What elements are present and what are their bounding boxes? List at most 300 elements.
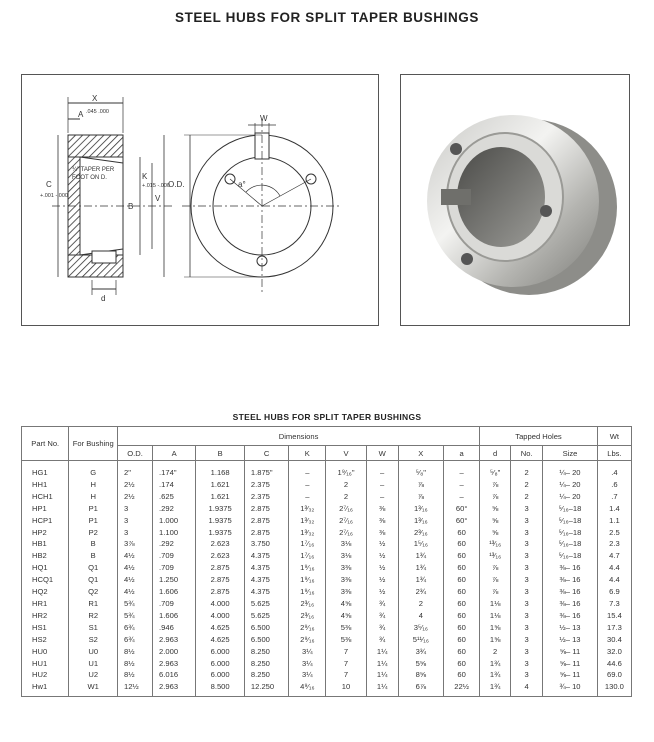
cell-c: 6.500 bbox=[244, 634, 288, 646]
cell-part-no: HR2 bbox=[22, 610, 69, 622]
cell-od: 5¾ bbox=[117, 610, 152, 622]
cell-weight: 44.6 bbox=[597, 658, 631, 670]
taper-note-2: FOOT ON D. bbox=[72, 175, 107, 181]
cell-a: .174 bbox=[153, 479, 196, 491]
cell-weight: 69.0 bbox=[597, 669, 631, 681]
dim-w-label: W bbox=[260, 114, 268, 123]
cell-bushing: H bbox=[69, 479, 118, 491]
cell-k: 1⁷⁄₁₆ bbox=[289, 538, 326, 550]
cell-angle: 60 bbox=[444, 574, 480, 586]
cell-hole-count: 3 bbox=[511, 538, 543, 550]
cell-weight: 1.1 bbox=[597, 515, 631, 527]
cell-od: 2½ bbox=[117, 479, 152, 491]
cell-b: 1.621 bbox=[196, 479, 245, 491]
header-d: d bbox=[480, 446, 511, 461]
cell-d: 1¾ bbox=[480, 669, 511, 681]
cell-weight: 6.9 bbox=[597, 586, 631, 598]
dim-x-label: X bbox=[92, 94, 98, 103]
cell-w: ¾ bbox=[366, 610, 398, 622]
dim-v-label: V bbox=[155, 194, 161, 203]
cell-d: 1⅝ bbox=[480, 622, 511, 634]
cell-part-no: HP2 bbox=[22, 527, 69, 539]
cell-x: 5⅝ bbox=[398, 658, 443, 670]
cell-d: ¹³⁄₁₆ bbox=[480, 538, 511, 550]
cell-d: ¹³⁄₁₆ bbox=[480, 550, 511, 562]
cell-od: 3⅞ bbox=[117, 538, 152, 550]
cell-d: 2 bbox=[480, 646, 511, 658]
cell-x: 1³⁄₁₆ bbox=[398, 515, 443, 527]
cell-b: 8.500 bbox=[196, 681, 245, 696]
cell-bushing: P2 bbox=[69, 527, 118, 539]
cell-thread-size: ⁵⁄₁₆–18 bbox=[543, 503, 598, 515]
table-row bbox=[22, 634, 632, 646]
cell-part-no: HH1 bbox=[22, 479, 69, 491]
dim-od-label: O.D. bbox=[168, 180, 185, 189]
cell-a: .292 bbox=[153, 538, 196, 550]
cell-a: 1.000 bbox=[153, 515, 196, 527]
table-row bbox=[22, 586, 632, 598]
cell-x: 1⁵⁄₁₆ bbox=[398, 538, 443, 550]
table-row bbox=[22, 527, 632, 539]
cell-bushing: Q2 bbox=[69, 586, 118, 598]
cell-angle: 60 bbox=[444, 622, 480, 634]
cell-bushing: B bbox=[69, 538, 118, 550]
cell-b: 1.168 bbox=[196, 461, 245, 479]
cell-angle: 60 bbox=[444, 538, 480, 550]
cell-v: 5⅜ bbox=[326, 634, 366, 646]
cell-a: .709 bbox=[153, 550, 196, 562]
cell-hole-count: 3 bbox=[511, 586, 543, 598]
cell-c: 4.375 bbox=[244, 574, 288, 586]
cell-od: 3 bbox=[117, 527, 152, 539]
cell-w: 1¼ bbox=[366, 681, 398, 696]
cell-x: 6⅞ bbox=[398, 681, 443, 696]
cell-hole-count: 3 bbox=[511, 646, 543, 658]
cell-v: 2 bbox=[326, 479, 366, 491]
cell-k: 4⁹⁄₁₆ bbox=[289, 681, 326, 696]
dim-k-label: K bbox=[142, 172, 148, 181]
cell-od: 4½ bbox=[117, 574, 152, 586]
cell-angle: 60 bbox=[444, 658, 480, 670]
cell-weight: 4.4 bbox=[597, 574, 631, 586]
cell-d: ⅝ bbox=[480, 503, 511, 515]
table-row bbox=[22, 574, 632, 586]
cell-v: 7 bbox=[326, 646, 366, 658]
cell-k: 1³⁄₃₂ bbox=[289, 527, 326, 539]
table-row bbox=[22, 550, 632, 562]
header-wt: Wt bbox=[597, 427, 631, 446]
cell-thread-size: ⅝– 11 bbox=[543, 658, 598, 670]
cell-c: 8.250 bbox=[244, 669, 288, 681]
section-view bbox=[52, 97, 172, 295]
cell-w: – bbox=[366, 461, 398, 479]
cell-hole-count: 3 bbox=[511, 515, 543, 527]
cell-v: 7 bbox=[326, 669, 366, 681]
dim-c-tolerance: +.001 -.000 bbox=[40, 193, 68, 199]
cell-weight: 4.4 bbox=[597, 562, 631, 574]
cell-b: 6.000 bbox=[196, 658, 245, 670]
cell-w: ⅜ bbox=[366, 503, 398, 515]
cell-a: .174" bbox=[153, 461, 196, 479]
cell-part-no: HS2 bbox=[22, 634, 69, 646]
cell-thread-size: ¼– 20 bbox=[543, 491, 598, 503]
cell-a: 2.000 bbox=[153, 646, 196, 658]
cell-thread-size: ⁵⁄₁₆–18 bbox=[543, 515, 598, 527]
cell-k: 2³⁄₁₆ bbox=[289, 598, 326, 610]
cell-c: 8.250 bbox=[244, 658, 288, 670]
header-b: B bbox=[196, 446, 245, 461]
cell-v: 3⅛ bbox=[326, 538, 366, 550]
header-x: X bbox=[398, 446, 443, 461]
cell-thread-size: ⁵⁄₁₆–18 bbox=[543, 538, 598, 550]
cell-x: 3⁵⁄₁₆ bbox=[398, 622, 443, 634]
header-no: No. bbox=[511, 446, 543, 461]
cell-v: 5⅜ bbox=[326, 622, 366, 634]
cell-k: 1⁹⁄₁₆ bbox=[289, 574, 326, 586]
cell-k: 2⁹⁄₁₆ bbox=[289, 634, 326, 646]
cell-hole-count: 3 bbox=[511, 634, 543, 646]
cell-thread-size: ⁵⁄₁₆–18 bbox=[543, 527, 598, 539]
dim-angle-label: a° bbox=[238, 180, 246, 189]
cell-od: 12½ bbox=[117, 681, 152, 696]
cell-bushing: S1 bbox=[69, 622, 118, 634]
header-dimensions: Dimensions bbox=[117, 427, 479, 446]
cell-c: 4.375 bbox=[244, 586, 288, 598]
cell-c: 2.875 bbox=[244, 515, 288, 527]
cell-thread-size: ⅝– 11 bbox=[543, 646, 598, 658]
table-row bbox=[22, 515, 632, 527]
cell-b: 2.623 bbox=[196, 550, 245, 562]
cell-part-no: HU1 bbox=[22, 658, 69, 670]
cell-hole-count: 3 bbox=[511, 527, 543, 539]
dim-b-label: B bbox=[128, 202, 134, 211]
table-row bbox=[22, 681, 632, 696]
header-wt-unit: Lbs. bbox=[597, 446, 631, 461]
cell-w: ⅜ bbox=[366, 527, 398, 539]
cell-od: 8½ bbox=[117, 646, 152, 658]
cell-c: 2.375 bbox=[244, 491, 288, 503]
cell-part-no: HR1 bbox=[22, 598, 69, 610]
cell-angle: – bbox=[444, 479, 480, 491]
cell-angle: 60 bbox=[444, 669, 480, 681]
cell-hole-count: 3 bbox=[511, 550, 543, 562]
cell-thread-size: ⅜– 16 bbox=[543, 562, 598, 574]
cell-v: 2⁷⁄₁₆ bbox=[326, 527, 366, 539]
cell-weight: 30.4 bbox=[597, 634, 631, 646]
cell-weight: 2.5 bbox=[597, 527, 631, 539]
header-for-bushing: For Bushing bbox=[69, 427, 118, 461]
cell-hole-count: 3 bbox=[511, 658, 543, 670]
cell-angle: – bbox=[444, 491, 480, 503]
cell-x: ⅞ bbox=[398, 491, 443, 503]
cell-od: 8½ bbox=[117, 658, 152, 670]
cell-hole-count: 3 bbox=[511, 562, 543, 574]
cell-c: 2.875 bbox=[244, 503, 288, 515]
cell-b: 6.000 bbox=[196, 669, 245, 681]
cell-weight: 130.0 bbox=[597, 681, 631, 696]
hub-photo-panel bbox=[400, 74, 630, 326]
cell-weight: .4 bbox=[597, 461, 631, 479]
cell-bushing: B bbox=[69, 550, 118, 562]
cell-v: 1⁹⁄₁₆" bbox=[326, 461, 366, 479]
cell-od: 5¾ bbox=[117, 598, 152, 610]
header-w: W bbox=[366, 446, 398, 461]
cell-d: ⅝ bbox=[480, 527, 511, 539]
cell-x: 1¾ bbox=[398, 574, 443, 586]
table-row bbox=[22, 461, 632, 479]
cell-c: 8.250 bbox=[244, 646, 288, 658]
cell-a: 2.963 bbox=[153, 658, 196, 670]
cell-w: ½ bbox=[366, 562, 398, 574]
cell-c: 2.375 bbox=[244, 479, 288, 491]
cell-k: 3¼ bbox=[289, 646, 326, 658]
cell-v: 2⁷⁄₁₆ bbox=[326, 503, 366, 515]
cell-a: .946 bbox=[153, 622, 196, 634]
cell-d: ⅞ bbox=[480, 586, 511, 598]
page-title: STEEL HUBS FOR SPLIT TAPER BUSHINGS bbox=[174, 10, 480, 25]
cell-b: 2.875 bbox=[196, 586, 245, 598]
cell-b: 2.875 bbox=[196, 574, 245, 586]
table-row bbox=[22, 538, 632, 550]
cell-x: 1¾ bbox=[398, 562, 443, 574]
cell-hole-count: 3 bbox=[511, 574, 543, 586]
cell-angle: 60 bbox=[444, 550, 480, 562]
cell-a: .292 bbox=[153, 503, 196, 515]
cell-v: 3⅛ bbox=[326, 550, 366, 562]
cell-d: 1¾ bbox=[480, 681, 511, 696]
cell-od: 3 bbox=[117, 515, 152, 527]
header-k: K bbox=[289, 446, 326, 461]
cell-k: – bbox=[289, 491, 326, 503]
cell-weight: 4.7 bbox=[597, 550, 631, 562]
cell-c: 1.875" bbox=[244, 461, 288, 479]
cell-bushing: H bbox=[69, 491, 118, 503]
cell-weight: 2.3 bbox=[597, 538, 631, 550]
cell-bushing: P1 bbox=[69, 503, 118, 515]
cell-x: 1¾ bbox=[398, 550, 443, 562]
cell-angle: 60 bbox=[444, 586, 480, 598]
cell-b: 1.9375 bbox=[196, 527, 245, 539]
table-row bbox=[22, 598, 632, 610]
cell-c: 6.500 bbox=[244, 622, 288, 634]
spec-table-body bbox=[22, 461, 632, 697]
cell-x: ⁵⁄₈" bbox=[398, 461, 443, 479]
cell-x: 4 bbox=[398, 610, 443, 622]
cell-x: 1³⁄₁₆ bbox=[398, 503, 443, 515]
cell-hole-count: 2 bbox=[511, 479, 543, 491]
cell-bushing: Q1 bbox=[69, 574, 118, 586]
cell-c: 5.625 bbox=[244, 598, 288, 610]
hub-spec-table bbox=[21, 426, 632, 697]
cell-thread-size: ¼– 20 bbox=[543, 461, 598, 479]
cell-od: 6¾ bbox=[117, 622, 152, 634]
cell-a: 1.100 bbox=[153, 527, 196, 539]
cell-k: 2³⁄₁₆ bbox=[289, 610, 326, 622]
cell-w: ½ bbox=[366, 550, 398, 562]
table-title: STEEL HUBS FOR SPLIT TAPER BUSHINGS bbox=[232, 412, 422, 422]
cell-c: 2.875 bbox=[244, 527, 288, 539]
cell-thread-size: ¼– 20 bbox=[543, 479, 598, 491]
cell-thread-size: ½– 13 bbox=[543, 634, 598, 646]
cell-part-no: HCP1 bbox=[22, 515, 69, 527]
cell-part-no: HB1 bbox=[22, 538, 69, 550]
cell-k: 3¼ bbox=[289, 658, 326, 670]
cell-a: 1.606 bbox=[153, 586, 196, 598]
cell-od: 6¾ bbox=[117, 634, 152, 646]
cell-thread-size: ¾– 10 bbox=[543, 681, 598, 696]
cell-d: 1¾ bbox=[480, 658, 511, 670]
cell-part-no: HCQ1 bbox=[22, 574, 69, 586]
cell-bushing: P1 bbox=[69, 515, 118, 527]
cell-k: 1³⁄₃₂ bbox=[289, 503, 326, 515]
cell-angle: 60 bbox=[444, 562, 480, 574]
cell-part-no: HP1 bbox=[22, 503, 69, 515]
cell-k: 1⁹⁄₁₆ bbox=[289, 562, 326, 574]
cell-w: 1¼ bbox=[366, 658, 398, 670]
cell-weight: 7.3 bbox=[597, 598, 631, 610]
cell-c: 4.375 bbox=[244, 550, 288, 562]
cell-d: ⅞ bbox=[480, 562, 511, 574]
cell-v: 10 bbox=[326, 681, 366, 696]
cell-k: – bbox=[289, 461, 326, 479]
cell-od: 8½ bbox=[117, 669, 152, 681]
cell-w: – bbox=[366, 479, 398, 491]
header-c: C bbox=[244, 446, 288, 461]
table-row bbox=[22, 562, 632, 574]
cell-hole-count: 2 bbox=[511, 461, 543, 479]
cell-d: 1⅛ bbox=[480, 610, 511, 622]
cell-part-no: HQ2 bbox=[22, 586, 69, 598]
dim-a-tolerance: .045 .000 bbox=[86, 109, 109, 115]
cell-x: 2 bbox=[398, 598, 443, 610]
cell-b: 4.625 bbox=[196, 622, 245, 634]
cell-od: 2½ bbox=[117, 491, 152, 503]
header-od: O.D. bbox=[117, 446, 152, 461]
cell-d: ⅞ bbox=[480, 574, 511, 586]
cell-x: 2³⁄₁₆ bbox=[398, 527, 443, 539]
cell-b: 2.623 bbox=[196, 538, 245, 550]
cell-thread-size: ½– 13 bbox=[543, 622, 598, 634]
cell-part-no: HU2 bbox=[22, 669, 69, 681]
cell-angle: 60 bbox=[444, 527, 480, 539]
header-v: V bbox=[326, 446, 366, 461]
cell-w: 1¼ bbox=[366, 646, 398, 658]
cell-hole-count: 3 bbox=[511, 622, 543, 634]
cell-a: 1.606 bbox=[153, 610, 196, 622]
cell-x: 3¾ bbox=[398, 646, 443, 658]
cell-bushing: R2 bbox=[69, 610, 118, 622]
cell-a: .709 bbox=[153, 562, 196, 574]
header-a: A bbox=[153, 446, 196, 461]
cell-w: ¾ bbox=[366, 598, 398, 610]
cell-b: 2.875 bbox=[196, 562, 245, 574]
cell-w: ⅜ bbox=[366, 515, 398, 527]
cell-a: 2.963 bbox=[153, 681, 196, 696]
cell-c: 4.375 bbox=[244, 562, 288, 574]
cell-angle: – bbox=[444, 461, 480, 479]
cell-weight: 17.3 bbox=[597, 622, 631, 634]
cell-k: 1⁷⁄₁₆ bbox=[289, 550, 326, 562]
table-row bbox=[22, 491, 632, 503]
cell-part-no: HQ1 bbox=[22, 562, 69, 574]
dim-a-label: A bbox=[78, 110, 84, 119]
cell-w: ¾ bbox=[366, 634, 398, 646]
cell-w: ½ bbox=[366, 586, 398, 598]
cell-bushing: Q1 bbox=[69, 562, 118, 574]
steel-hub-photo bbox=[401, 75, 629, 325]
cell-a: 1.250 bbox=[153, 574, 196, 586]
cell-w: ¾ bbox=[366, 622, 398, 634]
cell-x: ⅞ bbox=[398, 479, 443, 491]
cell-part-no: HS1 bbox=[22, 622, 69, 634]
cell-b: 1.621 bbox=[196, 491, 245, 503]
table-row bbox=[22, 610, 632, 622]
cell-k: 1³⁄₃₂ bbox=[289, 515, 326, 527]
cell-d: ⅝ bbox=[480, 515, 511, 527]
cell-bushing: G bbox=[69, 461, 118, 479]
cell-od: 4½ bbox=[117, 562, 152, 574]
header-angle: a bbox=[444, 446, 480, 461]
cell-bushing: U2 bbox=[69, 669, 118, 681]
cell-v: 3⅜ bbox=[326, 574, 366, 586]
cell-thread-size: ⅜– 16 bbox=[543, 574, 598, 586]
header-part-no: Part No. bbox=[22, 427, 69, 461]
cell-angle: 60 bbox=[444, 598, 480, 610]
cell-a: 6.016 bbox=[153, 669, 196, 681]
cell-b: 1.9375 bbox=[196, 515, 245, 527]
cell-thread-size: ⅜– 16 bbox=[543, 586, 598, 598]
cell-d: ⁵⁄₈" bbox=[480, 461, 511, 479]
table-row bbox=[22, 669, 632, 681]
cell-part-no: HG1 bbox=[22, 461, 69, 479]
front-view bbox=[182, 119, 342, 293]
cell-c: 3.750 bbox=[244, 538, 288, 550]
cell-hole-count: 3 bbox=[511, 503, 543, 515]
cell-bushing: R1 bbox=[69, 598, 118, 610]
cell-weight: 15.4 bbox=[597, 610, 631, 622]
cell-v: 4⅝ bbox=[326, 598, 366, 610]
cell-hole-count: 4 bbox=[511, 681, 543, 696]
cell-v: 2⁷⁄₁₆ bbox=[326, 515, 366, 527]
cell-weight: 1.4 bbox=[597, 503, 631, 515]
cell-bushing: U1 bbox=[69, 658, 118, 670]
cell-k: 1⁹⁄₁₆ bbox=[289, 586, 326, 598]
cell-angle: 60 bbox=[444, 646, 480, 658]
cell-v: 2 bbox=[326, 491, 366, 503]
header-tapped-holes: Tapped Holes bbox=[480, 427, 598, 446]
cell-angle: 22½ bbox=[444, 681, 480, 696]
technical-drawing-panel bbox=[21, 74, 379, 326]
cell-hole-count: 2 bbox=[511, 491, 543, 503]
cell-b: 4.000 bbox=[196, 598, 245, 610]
cell-angle: 60 bbox=[444, 634, 480, 646]
cell-v: 7 bbox=[326, 658, 366, 670]
table-row bbox=[22, 503, 632, 515]
dim-k-tolerance: +.015 -.000 bbox=[142, 183, 170, 189]
cell-angle: 60° bbox=[444, 503, 480, 515]
cell-thread-size: ⅜– 16 bbox=[543, 598, 598, 610]
cell-a: .625 bbox=[153, 491, 196, 503]
cell-weight: .7 bbox=[597, 491, 631, 503]
cell-od: 3 bbox=[117, 503, 152, 515]
cell-od: 4½ bbox=[117, 550, 152, 562]
cell-hole-count: 3 bbox=[511, 669, 543, 681]
table-row bbox=[22, 622, 632, 634]
table-row bbox=[22, 658, 632, 670]
cell-od: 2" bbox=[117, 461, 152, 479]
cell-w: 1¼ bbox=[366, 669, 398, 681]
cell-x: 5¹¹⁄₁₆ bbox=[398, 634, 443, 646]
